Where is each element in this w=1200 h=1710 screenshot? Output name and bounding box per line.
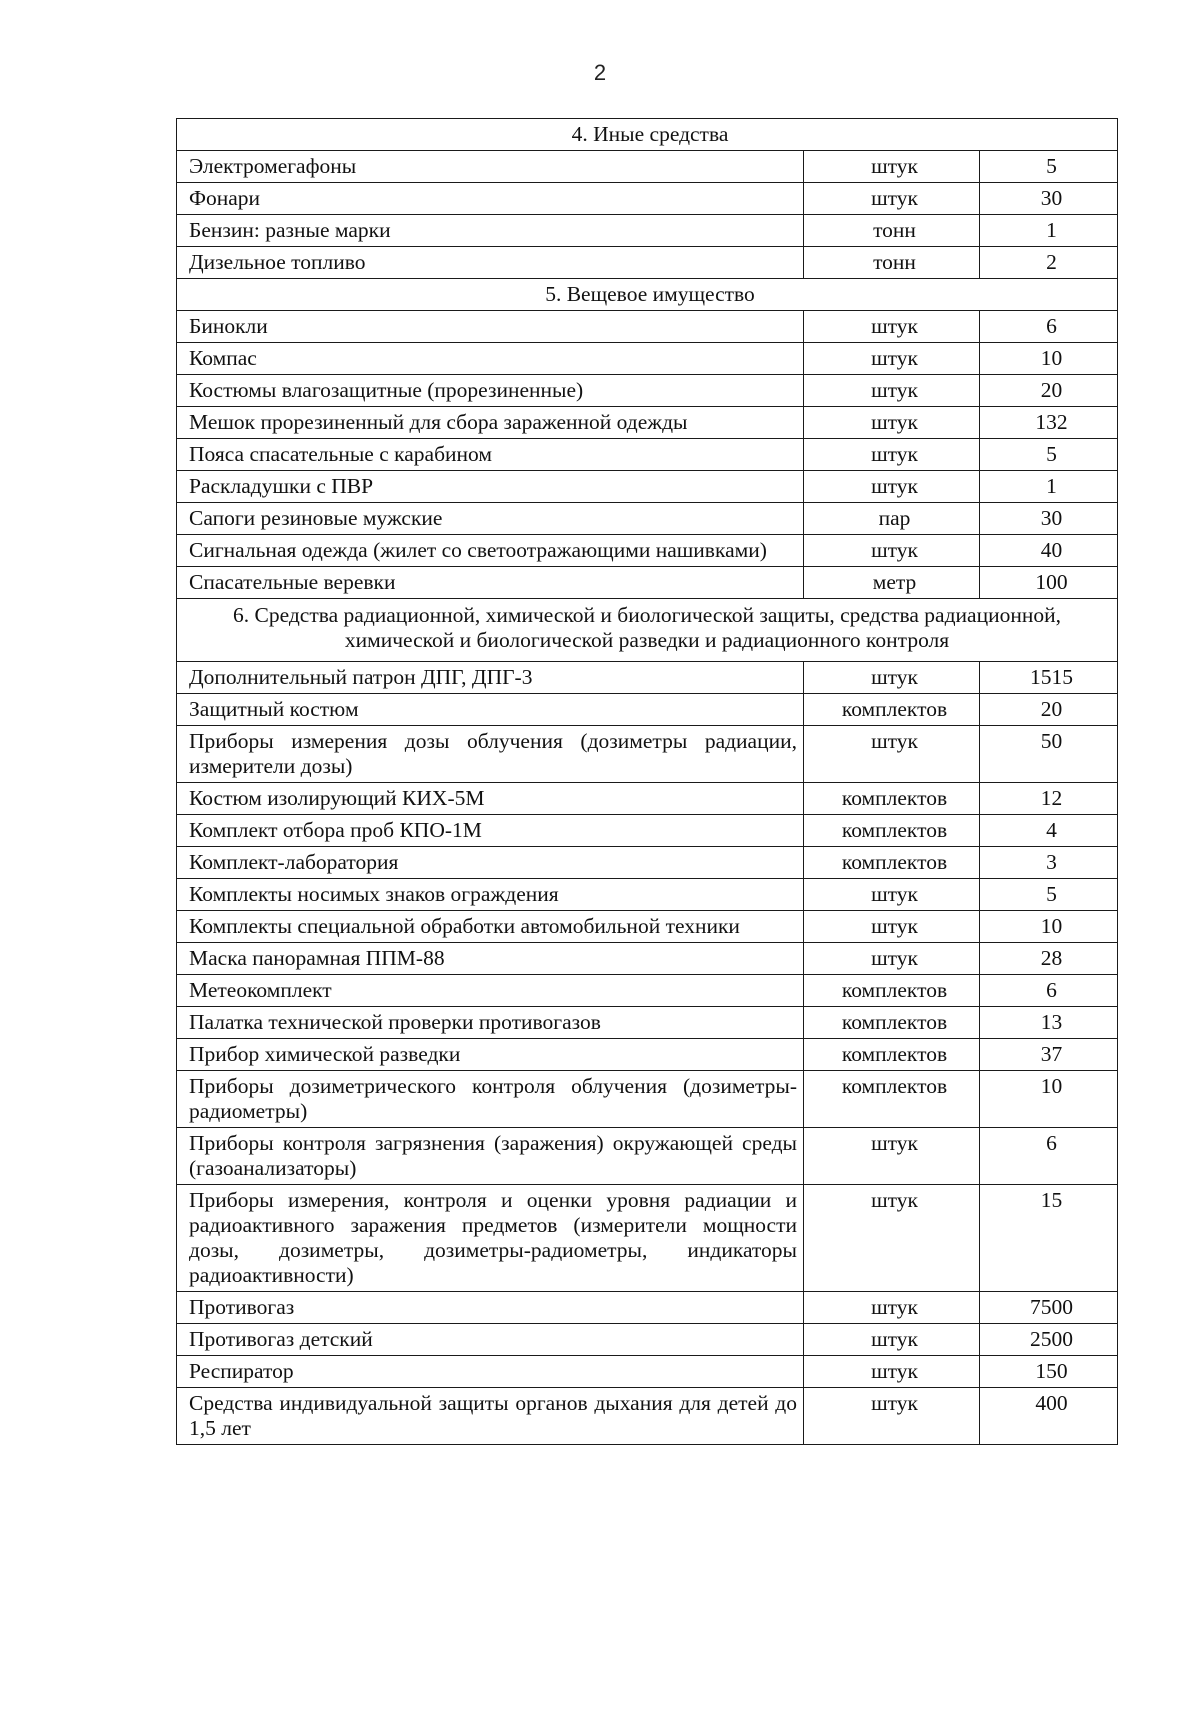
unit-cell: штук <box>804 726 980 783</box>
table-row <box>177 183 1118 215</box>
table-row <box>177 1185 1118 1292</box>
unit-cell: комплектов <box>804 783 980 815</box>
quantity-cell: 30 <box>980 183 1118 215</box>
item-name-cell: Дополнительный патрон ДПГ, ДПГ-3 <box>177 662 804 694</box>
table-row <box>177 247 1118 279</box>
item-name-cell: Респиратор <box>177 1356 804 1388</box>
quantity-cell: 7500 <box>980 1292 1118 1324</box>
table-row <box>177 1324 1118 1356</box>
unit-cell: штук <box>804 343 980 375</box>
unit-cell: штук <box>804 439 980 471</box>
quantity-cell: 5 <box>980 879 1118 911</box>
unit-cell: штук <box>804 375 980 407</box>
section-title: 6. Средства радиационной, химической и биологической защиты, средства радиационной, химической и биологической разведки и радиационного контроля <box>177 599 1118 662</box>
item-name-cell: Костюмы влагозащитные (прорезиненные) <box>177 375 804 407</box>
quantity-cell: 400 <box>980 1388 1118 1445</box>
quantity-cell: 2500 <box>980 1324 1118 1356</box>
quantity-cell: 6 <box>980 311 1118 343</box>
table-row <box>177 911 1118 943</box>
table-row <box>177 343 1118 375</box>
item-name-cell: Приборы измерения дозы облучения (дозиметры радиации, измерители дозы) <box>177 726 804 783</box>
unit-cell: штук <box>804 1388 980 1445</box>
item-name-cell: Спасательные веревки <box>177 567 804 599</box>
quantity-cell: 10 <box>980 1071 1118 1128</box>
item-name-cell: Комплекты специальной обработки автомобильной техники <box>177 911 804 943</box>
quantity-cell: 1515 <box>980 662 1118 694</box>
unit-cell: штук <box>804 311 980 343</box>
unit-cell: пар <box>804 503 980 535</box>
table-row <box>177 1356 1118 1388</box>
unit-cell: комплектов <box>804 847 980 879</box>
equipment-table-body <box>177 119 1118 1445</box>
equipment-table-wrapper <box>176 118 1117 1445</box>
item-name-cell: Противогаз детский <box>177 1324 804 1356</box>
table-row <box>177 1388 1118 1445</box>
table-row <box>177 879 1118 911</box>
table-row <box>177 471 1118 503</box>
section-title: 4. Иные средства <box>177 119 1118 151</box>
unit-cell: штук <box>804 943 980 975</box>
unit-cell: штук <box>804 151 980 183</box>
table-row <box>177 407 1118 439</box>
quantity-cell: 20 <box>980 694 1118 726</box>
item-name-cell: Приборы контроля загрязнения (заражения) окружающей среды (газоанализаторы) <box>177 1128 804 1185</box>
quantity-cell: 37 <box>980 1039 1118 1071</box>
table-row <box>177 815 1118 847</box>
item-name-cell: Средства индивидуальной защиты органов дыхания для детей до 1,5 лет <box>177 1388 804 1445</box>
item-name-cell: Компас <box>177 343 804 375</box>
section-header-row <box>177 279 1118 311</box>
quantity-cell: 100 <box>980 567 1118 599</box>
item-name-cell: Комплекты носимых знаков ограждения <box>177 879 804 911</box>
item-name-cell: Прибор химической разведки <box>177 1039 804 1071</box>
section-header-row <box>177 599 1118 662</box>
unit-cell: штук <box>804 183 980 215</box>
quantity-cell: 5 <box>980 439 1118 471</box>
item-name-cell: Костюм изолирующий КИХ-5М <box>177 783 804 815</box>
unit-cell: штук <box>804 471 980 503</box>
quantity-cell: 12 <box>980 783 1118 815</box>
table-row <box>177 535 1118 567</box>
unit-cell: комплектов <box>804 1007 980 1039</box>
item-name-cell: Комплект-лаборатория <box>177 847 804 879</box>
item-name-cell: Бензин: разные марки <box>177 215 804 247</box>
table-row <box>177 662 1118 694</box>
unit-cell: комплектов <box>804 815 980 847</box>
table-row <box>177 847 1118 879</box>
unit-cell: штук <box>804 911 980 943</box>
table-row <box>177 694 1118 726</box>
quantity-cell: 28 <box>980 943 1118 975</box>
table-row <box>177 151 1118 183</box>
quantity-cell: 6 <box>980 975 1118 1007</box>
unit-cell: тонн <box>804 215 980 247</box>
quantity-cell: 30 <box>980 503 1118 535</box>
table-row <box>177 783 1118 815</box>
quantity-cell: 15 <box>980 1185 1118 1292</box>
section-title: 5. Вещевое имущество <box>177 279 1118 311</box>
equipment-table <box>176 118 1118 1445</box>
item-name-cell: Раскладушки с ПВР <box>177 471 804 503</box>
table-row <box>177 567 1118 599</box>
item-name-cell: Метеокомплект <box>177 975 804 1007</box>
quantity-cell: 6 <box>980 1128 1118 1185</box>
quantity-cell: 20 <box>980 375 1118 407</box>
unit-cell: комплектов <box>804 694 980 726</box>
table-row <box>177 311 1118 343</box>
table-row <box>177 1007 1118 1039</box>
quantity-cell: 4 <box>980 815 1118 847</box>
section-header-row <box>177 119 1118 151</box>
item-name-cell: Противогаз <box>177 1292 804 1324</box>
page-number: 2 <box>593 60 607 85</box>
item-name-cell: Сигнальная одежда (жилет со светоотражающими нашивками) <box>177 535 804 567</box>
quantity-cell: 40 <box>980 535 1118 567</box>
unit-cell: штук <box>804 1356 980 1388</box>
table-row <box>177 726 1118 783</box>
unit-cell: тонн <box>804 247 980 279</box>
quantity-cell: 10 <box>980 911 1118 943</box>
unit-cell: штук <box>804 407 980 439</box>
table-row <box>177 943 1118 975</box>
quantity-cell: 1 <box>980 471 1118 503</box>
unit-cell: комплектов <box>804 1039 980 1071</box>
quantity-cell: 10 <box>980 343 1118 375</box>
quantity-cell: 3 <box>980 847 1118 879</box>
quantity-cell: 2 <box>980 247 1118 279</box>
table-row <box>177 1292 1118 1324</box>
quantity-cell: 150 <box>980 1356 1118 1388</box>
table-row <box>177 1039 1118 1071</box>
quantity-cell: 1 <box>980 215 1118 247</box>
item-name-cell: Пояса спасательные с карабином <box>177 439 804 471</box>
item-name-cell: Мешок прорезиненный для сбора зараженной одежды <box>177 407 804 439</box>
unit-cell: штук <box>804 1185 980 1292</box>
unit-cell: штук <box>804 879 980 911</box>
table-row <box>177 439 1118 471</box>
item-name-cell: Сапоги резиновые мужские <box>177 503 804 535</box>
table-row <box>177 1071 1118 1128</box>
table-row <box>177 375 1118 407</box>
quantity-cell: 13 <box>980 1007 1118 1039</box>
item-name-cell: Комплект отбора проб КПО-1М <box>177 815 804 847</box>
unit-cell: метр <box>804 567 980 599</box>
table-row <box>177 975 1118 1007</box>
table-row <box>177 215 1118 247</box>
unit-cell: штук <box>804 1128 980 1185</box>
unit-cell: штук <box>804 1324 980 1356</box>
item-name-cell: Маска панорамная ППМ-88 <box>177 943 804 975</box>
table-row <box>177 1128 1118 1185</box>
quantity-cell: 50 <box>980 726 1118 783</box>
item-name-cell: Бинокли <box>177 311 804 343</box>
unit-cell: штук <box>804 662 980 694</box>
unit-cell: комплектов <box>804 1071 980 1128</box>
item-name-cell: Фонари <box>177 183 804 215</box>
unit-cell: штук <box>804 535 980 567</box>
item-name-cell: Палатка технической проверки противогазов <box>177 1007 804 1039</box>
quantity-cell: 132 <box>980 407 1118 439</box>
item-name-cell: Приборы измерения, контроля и оценки уровня радиации и радиоактивного заражения предметов (измерители мощности дозы, дозиметры, дозиметры-радиометры, индикаторы радиоактивности) <box>177 1185 804 1292</box>
quantity-cell: 5 <box>980 151 1118 183</box>
item-name-cell: Дизельное топливо <box>177 247 804 279</box>
item-name-cell: Электромегафоны <box>177 151 804 183</box>
table-row <box>177 503 1118 535</box>
unit-cell: штук <box>804 1292 980 1324</box>
item-name-cell: Приборы дозиметрического контроля облучения (дозиметры-радиометры) <box>177 1071 804 1128</box>
unit-cell: комплектов <box>804 975 980 1007</box>
item-name-cell: Защитный костюм <box>177 694 804 726</box>
